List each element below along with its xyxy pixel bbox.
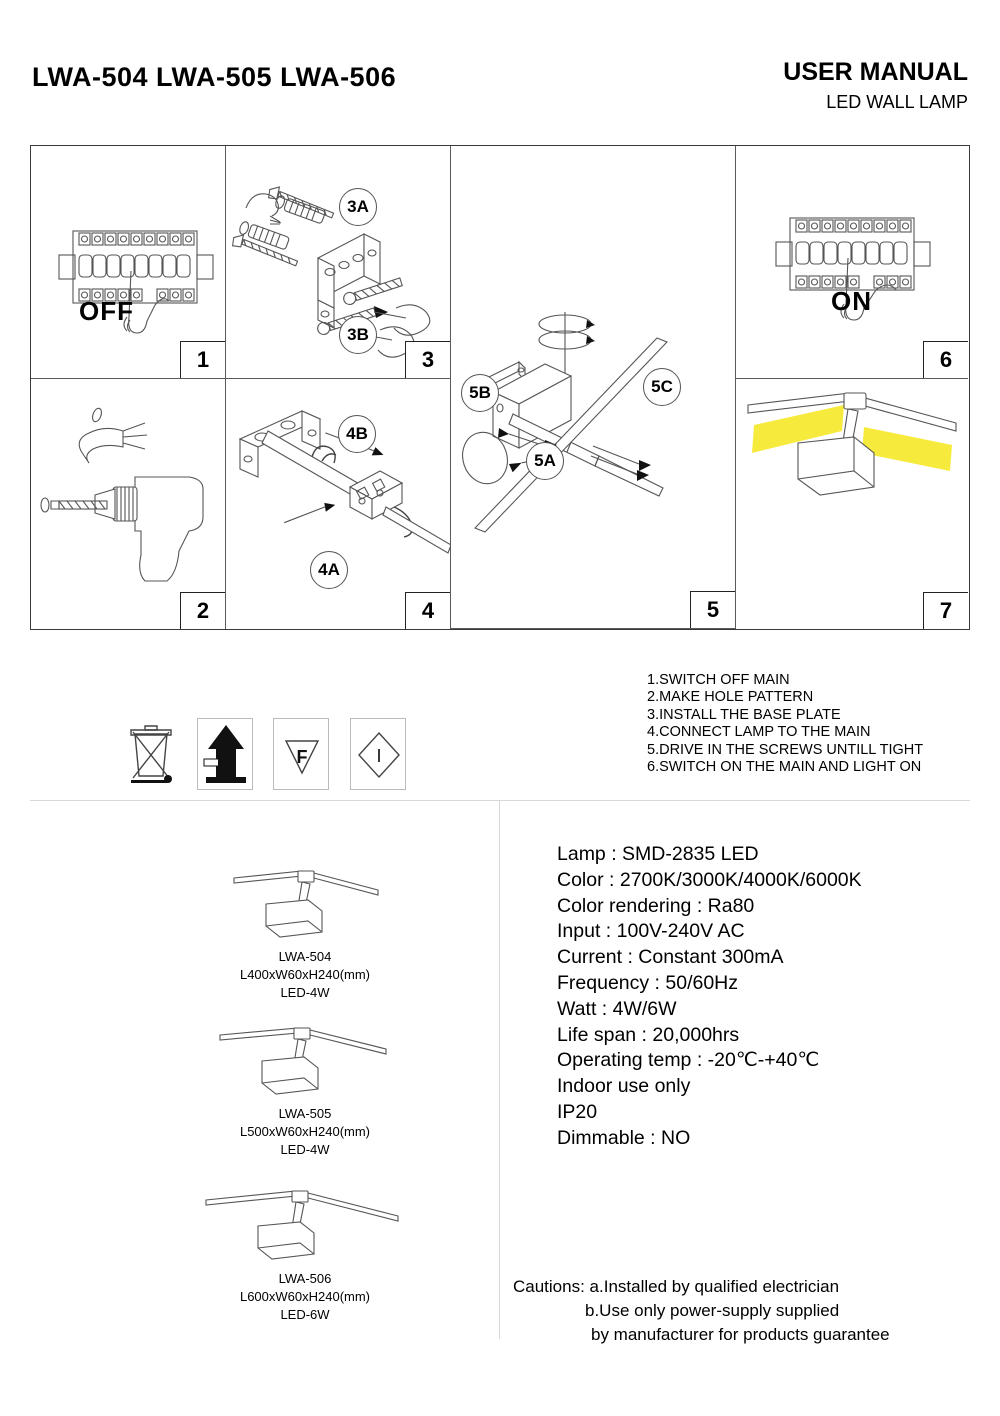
instruction-item-4: 4.CONNECT LAMP TO THE MAIN	[647, 724, 871, 741]
step-6-on-label: ON	[831, 286, 872, 316]
product-illustration-506	[140, 1180, 470, 1270]
page-header	[0, 0, 1000, 135]
instruction-item-2: 2.MAKE HOLE PATTERN	[647, 689, 814, 706]
spec-watt: Watt : 4W/6W	[557, 997, 677, 1020]
manual-subtitle: LED WALL LAMP	[826, 92, 968, 112]
lamp-506-icon	[200, 1182, 410, 1268]
callout-4a: 4A	[310, 551, 348, 589]
cautions-block	[513, 1275, 890, 1347]
callout-5c: 5C	[643, 368, 681, 406]
svg-text:I: I	[376, 746, 382, 766]
manual-title: USER MANUAL	[783, 58, 968, 86]
step-panel-4	[226, 379, 451, 629]
weee-crossed-bin-icon	[121, 718, 181, 790]
spec-dimmable: Dimmable : NO	[557, 1126, 691, 1149]
step-number-6: 6	[923, 341, 968, 378]
class-one-icon	[350, 718, 406, 790]
product-dimensions-504: L400xW60xH240(mm)	[239, 967, 371, 982]
step-number-7: 7	[923, 592, 968, 629]
product-card-504	[140, 858, 470, 1002]
step-number-2: 2	[180, 592, 225, 629]
product-illustration-505	[140, 1015, 470, 1105]
specifications-list	[557, 842, 862, 1152]
spec-indoor-use: Indoor use only	[557, 1075, 691, 1098]
spec-lamp: Lamp : SMD-2835 LED	[557, 843, 759, 865]
product-dimensions-506: L600xW60xH240(mm)	[239, 1289, 371, 1304]
lamp-505-icon	[210, 1017, 400, 1103]
step-panel-6	[736, 146, 968, 379]
step-panel-2	[31, 379, 226, 629]
svg-text:F: F	[296, 747, 308, 767]
ce-mark-icon	[45, 718, 107, 790]
instruction-item-6: 6.SWITCH ON THE MAIN AND LIGHT ON	[647, 759, 922, 776]
product-label-504	[140, 948, 470, 1002]
glow-right	[862, 427, 952, 471]
product-model-504: LWA-504	[278, 949, 332, 964]
callout-3a: 3A	[339, 188, 377, 226]
step-number-4: 4	[405, 592, 450, 629]
spec-current: Current : Constant 300mA	[557, 946, 784, 969]
spec-ip-rating: IP20	[557, 1100, 598, 1123]
spec-color-rendering: Color rendering : Ra80	[557, 894, 755, 917]
product-card-506	[140, 1180, 470, 1324]
step-panel-5	[451, 146, 736, 629]
callout-3b: 3B	[339, 316, 377, 354]
lamp-504-icon	[220, 860, 390, 946]
product-model-506: LWA-506	[278, 1271, 332, 1286]
step-1-off-label: OFF	[79, 296, 134, 326]
step-panel-7	[736, 379, 968, 629]
caution-line-1: Cautions: a.Installed by qualified electrician	[513, 1277, 840, 1296]
instruction-list	[647, 672, 923, 776]
product-label-506	[140, 1270, 470, 1324]
callout-5a: 5A	[526, 442, 564, 480]
product-power-506: LED-6W	[280, 1307, 330, 1322]
step-number-5: 5	[690, 591, 735, 628]
spec-operating-temp: Operating temp : -20℃-+40℃	[557, 1049, 820, 1072]
product-label-505	[140, 1105, 470, 1159]
product-power-504: LED-4W	[280, 985, 330, 1000]
step-panel-3	[226, 146, 451, 379]
product-model-505: LWA-505	[278, 1106, 332, 1121]
indoor-use-house-icon	[197, 718, 253, 790]
caution-line-2: b.Use only power-supply supplied	[585, 1301, 840, 1320]
flammable-surface-f-icon	[273, 718, 329, 790]
callout-4b: 4B	[338, 415, 376, 453]
product-card-505	[140, 1015, 470, 1159]
step-panel-1	[31, 146, 226, 379]
installation-step-grid	[30, 145, 970, 630]
spec-frequency: Frequency : 50/60Hz	[557, 971, 739, 994]
spec-life-span: Life span : 20,000hrs	[557, 1023, 740, 1046]
spec-color: Color : 2700K/3000K/4000K/6000K	[557, 868, 862, 891]
model-title: LWA-504 LWA-505 LWA-506	[32, 62, 397, 92]
spec-input: Input : 100V-240V AC	[557, 920, 745, 943]
step-number-3: 3	[405, 341, 450, 378]
product-power-505: LED-4W	[280, 1142, 330, 1157]
step-number-1: 1	[180, 341, 225, 378]
product-illustration-504	[140, 858, 470, 948]
product-dimensions-505: L500xW60xH240(mm)	[239, 1124, 371, 1139]
instruction-item-3: 3.INSTALL THE BASE PLATE	[647, 706, 841, 723]
instruction-item-1: 1.SWITCH OFF MAIN	[647, 672, 790, 688]
instruction-item-5: 5.DRIVE IN THE SCREWS UNTILL TIGHT	[647, 741, 924, 758]
vertical-divider	[499, 801, 500, 1339]
callout-5b: 5B	[461, 374, 499, 412]
certification-symbols	[45, 718, 445, 790]
caution-line-3: by manufacturer for products guarantee	[591, 1325, 890, 1344]
